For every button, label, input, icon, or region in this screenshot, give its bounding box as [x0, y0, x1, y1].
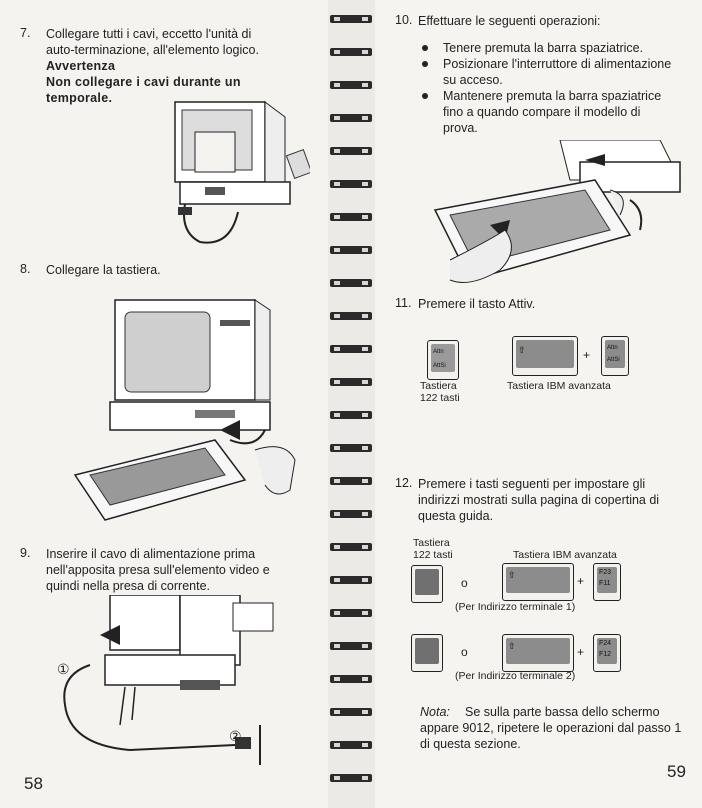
- step-9-number: 9.: [20, 546, 31, 560]
- f12-key-122: [411, 634, 443, 672]
- f23-key: [593, 563, 621, 601]
- f23-key-top-label: F23: [599, 569, 612, 576]
- illustration-power-cable: [40, 595, 325, 775]
- plus-sign: +: [583, 348, 591, 362]
- step-10-number: 10.: [395, 13, 413, 27]
- binding-ring: [330, 111, 372, 125]
- binding-ring: [330, 441, 372, 455]
- f23-key-bottom-label: F11: [599, 580, 611, 587]
- callout-2: ②: [229, 728, 242, 744]
- bullet: [422, 61, 428, 67]
- header-122-keys: Tastiera: [413, 537, 450, 549]
- plus-sign: +: [577, 574, 585, 588]
- bullet: [422, 93, 428, 99]
- binding-ring: [330, 573, 372, 587]
- step-9-text: Inserire il cavo di alimentazione prima: [46, 547, 256, 561]
- note-text-2: appare 9012, ripetere le operazioni dal passo 1: [420, 721, 682, 735]
- attn-key: [427, 340, 459, 380]
- step-12-number: 12.: [395, 476, 413, 490]
- binding-ring: [330, 309, 372, 323]
- bullet: [422, 45, 428, 51]
- note-label: Nota:: [420, 705, 450, 719]
- binding-ring: [330, 672, 372, 686]
- binding-ring: [330, 45, 372, 59]
- page-number-right: 59: [667, 762, 686, 781]
- warning-text: Non collegare i cavi durante un: [46, 75, 241, 89]
- bullet-3-text-3: prova.: [443, 121, 478, 135]
- step-8-text: Collegare la tastiera.: [46, 263, 161, 277]
- attn-key-top-label: Attn: [433, 349, 444, 355]
- note-text-3: di questa sezione.: [420, 737, 521, 751]
- illustration-cables: [160, 92, 310, 252]
- f11-key-122: [411, 565, 443, 603]
- warning-title: Avvertenza: [46, 59, 116, 73]
- left-page: [0, 0, 328, 808]
- step-7-number: 7.: [20, 26, 31, 40]
- binding-ring: [330, 78, 372, 92]
- illustration-keyboard: [55, 290, 325, 535]
- shift-arrow-icon: ⇧: [508, 570, 516, 580]
- header-enhanced: Tastiera IBM avanzata: [513, 549, 617, 561]
- shift-arrow-icon: ⇧: [518, 345, 526, 355]
- bullet-1-text: Tenere premuta la barra spaziatrice.: [443, 41, 644, 55]
- step-9-text-3: quindi nella presa di corrente.: [46, 579, 210, 593]
- attn-key-top-label: Attn: [607, 345, 618, 351]
- step-12-text: Premere i tasti seguenti per impostare gli: [418, 477, 646, 491]
- attn-key-bottom-label: AttSi: [607, 357, 620, 363]
- shift-key: [502, 634, 574, 672]
- f24-key-top-label: F24: [599, 640, 612, 647]
- caption-122-keys: Tastiera: [420, 380, 457, 392]
- attn-key-bottom-label: AttSi: [433, 363, 446, 369]
- bullet-3-text: Mantenere premuta la barra spaziatrice: [443, 89, 662, 103]
- binding-ring: [330, 375, 372, 389]
- spiral-binding: [328, 0, 375, 808]
- header-122-keys-2: 122 tasti: [413, 549, 453, 561]
- binding-ring: [330, 276, 372, 290]
- step-7-text: Collegare tutti i cavi, eccetto l'unità di: [46, 27, 252, 41]
- binding-ring: [330, 705, 372, 719]
- caption-terminal-1: (Per Indirizzo terminale 1): [455, 601, 576, 613]
- shift-key: [512, 336, 578, 376]
- shift-key: [502, 563, 574, 601]
- binding-ring: [330, 738, 372, 752]
- step-9-text-2: nell'apposita presa sull'elemento video e: [46, 563, 270, 577]
- bullet-2-text-2: su acceso.: [443, 73, 503, 87]
- binding-ring: [330, 771, 372, 785]
- attn-key-enhanced: [601, 336, 629, 376]
- or-text: o: [461, 576, 468, 590]
- binding-ring: [330, 210, 372, 224]
- step-10-text: Effettuare le seguenti operazioni:: [418, 14, 601, 28]
- illustration-power-switch: [430, 140, 700, 290]
- or-text: o: [461, 645, 468, 659]
- callout-1: ①: [57, 661, 70, 677]
- step-12-text-3: questa guida.: [418, 509, 494, 523]
- caption-enhanced: Tastiera IBM avanzata: [507, 380, 611, 392]
- caption-terminal-2: (Per Indirizzo terminale 2): [455, 670, 576, 682]
- binding-ring: [330, 177, 372, 191]
- binding-ring: [330, 12, 372, 26]
- step-11-number: 11.: [395, 296, 412, 310]
- binding-ring: [330, 144, 372, 158]
- shift-arrow-icon: ⇧: [508, 641, 516, 651]
- binding-ring: [330, 342, 372, 356]
- page-number-left: 58: [24, 774, 43, 793]
- f24-key: [593, 634, 621, 672]
- binding-ring: [330, 507, 372, 521]
- binding-ring: [330, 639, 372, 653]
- step-8-number: 8.: [20, 262, 31, 276]
- plus-sign: +: [577, 645, 585, 659]
- binding-ring: [330, 540, 372, 554]
- binding-ring: [330, 474, 372, 488]
- f24-key-bottom-label: F12: [599, 651, 612, 658]
- step-11-text: Premere il tasto Attiv.: [418, 297, 536, 311]
- right-page: [375, 0, 702, 808]
- bullet-3-text-2: fino a quando compare il modello di: [443, 105, 641, 119]
- binding-ring: [330, 606, 372, 620]
- note-text: Se sulla parte bassa dello schermo: [465, 705, 660, 719]
- caption-122-keys-2: 122 tasti: [420, 392, 460, 404]
- bullet-2-text: Posizionare l'interruttore di alimentazione: [443, 57, 672, 71]
- warning-text-2: temporale.: [46, 91, 113, 105]
- step-7-text-2: auto-terminazione, all'elemento logico.: [46, 43, 259, 57]
- binding-ring: [330, 243, 372, 257]
- step-12-text-2: indirizzi mostrati sulla pagina di copertina di: [418, 493, 660, 507]
- binding-ring: [330, 408, 372, 422]
